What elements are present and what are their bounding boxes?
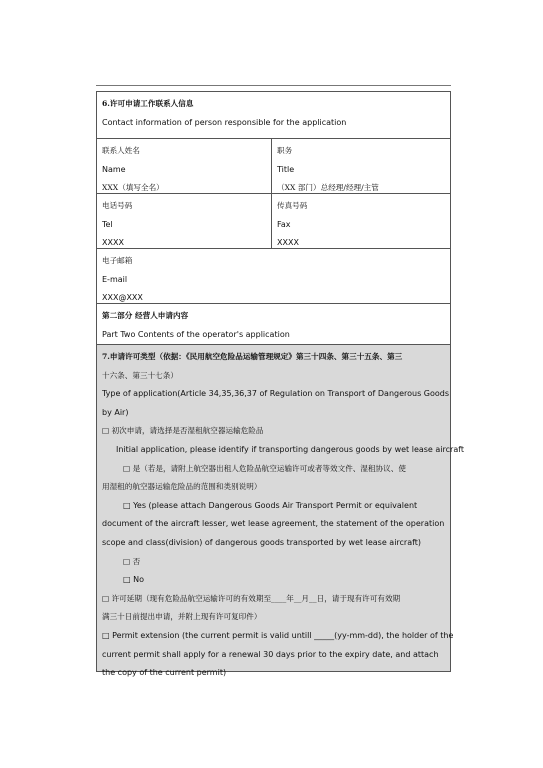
contact-title-cell — [272, 139, 450, 193]
permit-extension-checkbox-cn-1[interactable]: □ 许可延期（现有危险品航空运输许可的有效期至____年__月__日，请于现有许可有效期 — [102, 593, 401, 603]
section-7-title-cn-2: 十六条、第三十七条） — [102, 370, 178, 380]
contact-name-label-en: Name — [102, 164, 126, 174]
section-6-header — [97, 92, 450, 139]
permit-extension-checkbox-en-1[interactable]: □ Permit extension (the current permit is valid untill _____(yy-mm-dd), the holder of the — [102, 630, 454, 640]
wet-lease-yes-checkbox-en-1[interactable]: □ Yes (please attach Dangerous Goods Air Transport Permit or equivalent — [123, 500, 418, 510]
contact-name-cell — [97, 139, 272, 193]
contact-email-label-cn: 电子邮箱 — [102, 256, 133, 265]
contact-tel-fax-row — [97, 194, 450, 249]
section-7-application-type — [97, 345, 465, 678]
contact-tel-cell — [97, 194, 272, 248]
contact-title-label-cn: 职务 — [277, 146, 293, 155]
wet-lease-yes-checkbox-cn-1[interactable]: □ 是（若是，请附上航空器出租人危险品航空运输许可或者等效文件、湿租协议、使 — [123, 463, 406, 473]
initial-application-checkbox-cn[interactable]: □ 初次申请，请选择是否湿租航空器运输危险品 — [102, 426, 264, 436]
contact-tel-label-cn: 电话号码 — [102, 201, 133, 210]
initial-application-en: Initial application, please identify if transporting dangerous goods by wet lease aircraft — [116, 444, 465, 454]
contact-email-value: XXX@XXX — [102, 293, 143, 303]
part-two-title-en: Part Two Contents of the operator's application — [102, 329, 290, 339]
section-7-title-en-1: Type of application(Article 34,35,36,37 of Regulation on Transport of Dangerous Goods — [102, 389, 450, 399]
contact-name-value: XXX（填写全名） — [102, 183, 164, 193]
contact-tel-value: XXXX — [102, 238, 124, 248]
wet-lease-yes-en-2: document of the aircraft lesser, wet lease agreement, the statement of the operation — [102, 519, 445, 529]
part-two-header — [97, 304, 450, 345]
wet-lease-yes-cn-2: 用湿租的航空器运输危险品的范围和类别说明） — [102, 482, 262, 492]
contact-title-value: （XX 部门）总经理/经理/主管 — [277, 183, 379, 193]
contact-fax-label-cn: 传真号码 — [277, 201, 308, 210]
permit-extension-cn-2: 满三十日前提出申请，并附上现有许可复印件） — [102, 612, 262, 622]
permit-extension-en-2: current permit shall apply for a renewal 30 days prior to the expiry date, and attach — [102, 649, 439, 659]
section-6-title-cn: 6.许可申请工作联系人信息 — [102, 99, 194, 108]
contact-name-title-row — [97, 139, 450, 194]
application-form-table — [96, 91, 465, 678]
contact-fax-value: XXXX — [277, 238, 299, 248]
section-7-title-en-2: by Air) — [102, 407, 129, 417]
wet-lease-yes-en-3: scope and class(division) of dangerous goods transported by wet lease aircraft) — [102, 537, 422, 547]
permit-extension-en-3: the copy of the current permit) — [102, 668, 227, 678]
wet-lease-no-checkbox-cn[interactable]: □ 否 — [123, 556, 141, 566]
contact-email-row — [97, 249, 450, 304]
contact-title-label-en: Title — [277, 164, 295, 174]
contact-name-label-cn: 联系人姓名 — [102, 146, 140, 155]
contact-email-label-en: E-mail — [102, 274, 128, 284]
page-top-rule — [96, 85, 451, 86]
contact-tel-label-en: Tel — [102, 219, 113, 229]
part-two-title-cn: 第二部分 经营人申请内容 — [102, 311, 189, 320]
wet-lease-no-checkbox-en[interactable]: □ No — [123, 575, 144, 585]
contact-fax-label-en: Fax — [277, 219, 291, 229]
contact-fax-cell — [272, 194, 450, 248]
section-6-title-en: Contact information of person responsible for the application — [102, 117, 347, 127]
section-7-title-cn-1: 7.申请许可类型（依据：《民用航空危险品运输管理规定》第三十四条、第三十五条、第三 — [102, 352, 403, 361]
